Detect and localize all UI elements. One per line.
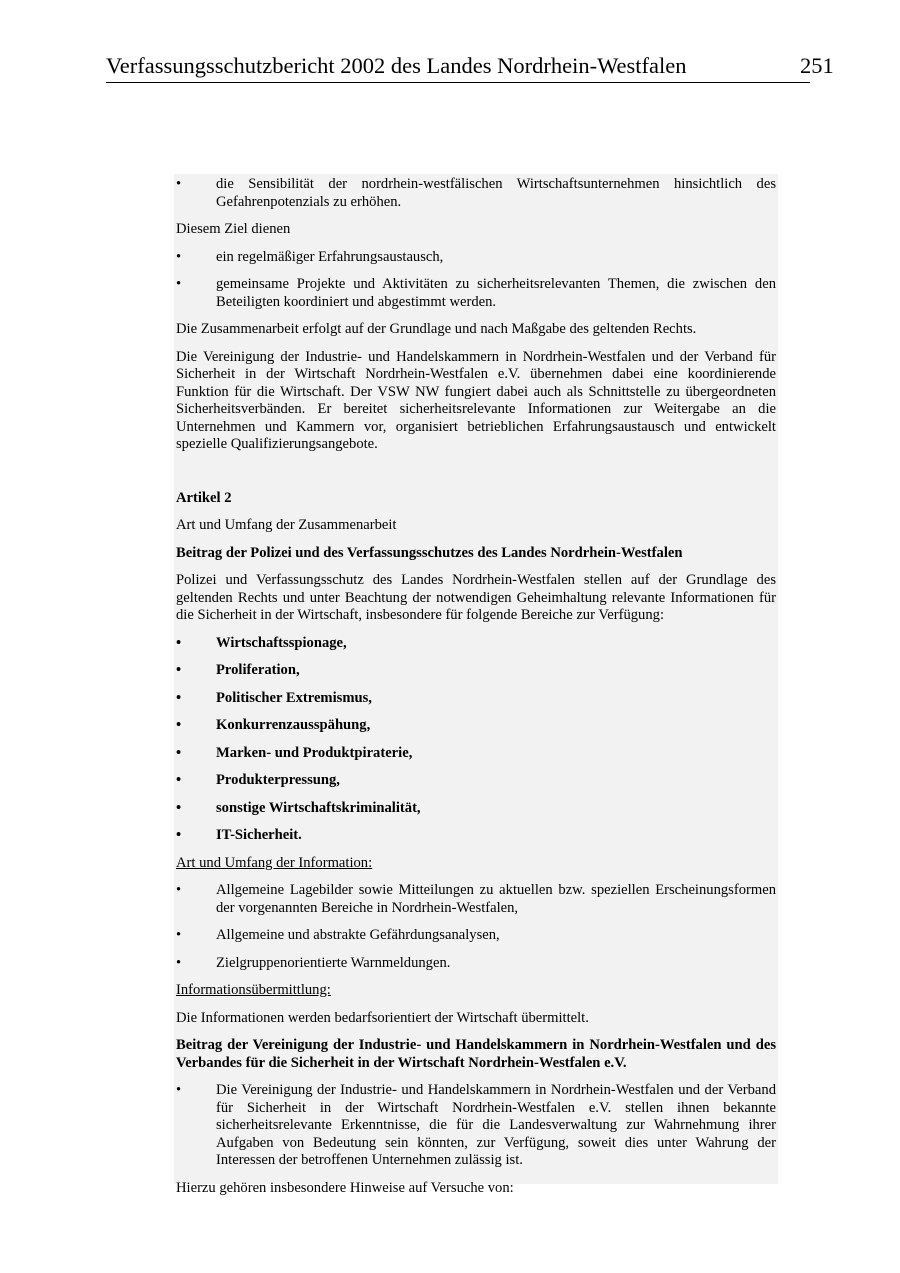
list-item	[176, 927, 776, 945]
zusammenarbeit-paragraph: Die Zusammenarbeit erfolgt auf der Grundlage und nach Maßgabe des geltenden Rechts.	[176, 321, 697, 337]
bullet-marker: •	[176, 689, 182, 706]
content-block	[174, 174, 778, 1196]
list-item-text: ein regelmäßiger Erfahrungsaustausch,	[216, 248, 444, 265]
vereinigung-paragraph: Die Vereinigung der Industrie- und Handelskammern in Nordrhein-Westfalen und der Verband für Sicherheit in der Wirtschaft Nordrhein-Westfalen e.V. übernehmen dabei eine koordinierende Funktion für die Wirtschaft. Der VSW NW fungiert dabei auch als Schnittstelle zu übergeordneten Sicherheitsverbänden. Er bereitet sicherheitsrelevante Informationen zur Weitergabe an die Unternehmen und Kammern vor, organisiert betrieblichen Erfahrungsaustausch und entwickelt spezielle Qualifizierungsangebote.	[176, 348, 776, 452]
list-item	[176, 1082, 776, 1170]
list-item-text: Proliferation,	[216, 662, 300, 678]
bullet-marker: •	[176, 634, 182, 651]
beitrag-polizei-paragraph: Polizei und Verfassungsschutz des Landes Nordrhein-Westfalen stellen auf der Grundlage des geltenden Rechts und unter Beachtung der notwendigen Geheimhaltung relevante Informationen für die Sicherheit in der Wirtschaft, insbesondere für folgende Bereiche zur Verfügung:	[176, 572, 776, 623]
list-item	[176, 745, 776, 763]
list-item	[176, 249, 776, 267]
bullet-marker: •	[176, 248, 182, 265]
bullet-marker: •	[176, 717, 182, 733]
uebermittlung-heading: Informationsübermittlung:	[176, 982, 331, 998]
list-item	[176, 690, 776, 708]
list-item	[176, 772, 776, 790]
page-number: 251	[800, 53, 834, 78]
bullet-marker: •	[176, 827, 182, 843]
list-item	[176, 176, 776, 211]
list-item-text: Wirtschaftsspionage,	[216, 634, 347, 651]
uebermittlung-paragraph: Die Informationen werden bedarfsorientiert der Wirtschaft übermittelt.	[176, 1009, 589, 1026]
list-item	[176, 635, 776, 653]
artikel-subheading: Art und Umfang der Zusammenarbeit	[176, 517, 397, 533]
list-item-text: Allgemeine Lagebilder sowie Mitteilungen zu aktuellen bzw. speziellen Erscheinungsformen der vorgenannten Bereiche in Nordrhein-Westfalen,	[216, 882, 776, 916]
art-umfang-info-heading: Art und Umfang der Information:	[176, 854, 373, 871]
page-header	[106, 52, 834, 83]
list-item	[176, 955, 776, 973]
bullet-marker: •	[176, 1082, 182, 1098]
bullet-marker: •	[176, 772, 182, 788]
list-item-text: gemeinsame Projekte und Aktivitäten zu sicherheitsrelevanten Themen, die zwischen den Beteiligten koordiniert und abgestimmt werden.	[216, 276, 776, 310]
list-item	[176, 662, 776, 680]
list-item-text: Politischer Extremismus,	[216, 689, 372, 706]
list-item-text: Die Vereinigung der Industrie- und Handelskammern in Nordrhein-Westfalen und der Verband für Sicherheit in der Wirtschaft Nordrhein-Westfalen e.V. stellen ihnen bekannte sicherheitsrelevante Erkenntnisse, die für die Landesverwaltung zur Wahrnehmung ihrer Aufgaben von Bedeutung sein könnten, zur Verfügung, soweit dies unter Wahrung der Interessen der betroffenen Unternehmen zulässig ist.	[216, 1082, 776, 1168]
bullet-marker: •	[176, 927, 182, 943]
list-item-text: die Sensibilität der nordrhein-westfälischen Wirtschaftsunternehmen hinsichtlich des Gefahrenpotenzials zu erhöhen.	[216, 176, 776, 210]
list-item-text: Zielgruppenorientierte Warnmeldungen.	[216, 954, 451, 971]
list-item-text: Produkterpressung,	[216, 772, 340, 788]
artikel-heading: Artikel 2	[176, 489, 232, 506]
list-item	[176, 882, 776, 917]
list-item-text: Konkurrenzausspähung,	[216, 717, 371, 733]
beitrag-vereinigung-heading: Beitrag der Vereinigung der Industrie- und Handelskammern in Nordrhein-Westfalen und des Verbandes für die Sicherheit in der Wirtschaft Nordrhein-Westfalen e.V.	[176, 1037, 776, 1071]
bullet-marker: •	[176, 176, 182, 192]
list-item-text: Allgemeine und abstrakte Gefährdungsanalysen,	[216, 927, 500, 943]
bullet-marker: •	[176, 276, 182, 292]
report-title: Verfassungsschutzbericht 2002 des Landes Nordrhein-Westfalen	[106, 53, 687, 78]
list-item	[176, 276, 776, 311]
list-item	[176, 717, 776, 735]
beitrag-polizei-heading: Beitrag der Polizei und des Verfassungsschutzes des Landes Nordrhein-Westfalen	[176, 544, 683, 561]
list-item-text: Marken- und Produktpiraterie,	[216, 744, 413, 761]
list-item-text: sonstige Wirtschaftskriminalität,	[216, 799, 421, 816]
bullet-marker: •	[176, 744, 182, 761]
bullet-marker: •	[176, 954, 182, 971]
list-item	[176, 800, 776, 818]
bullet-marker: •	[176, 662, 182, 678]
bullet-marker: •	[176, 882, 182, 898]
hierzu-paragraph: Hierzu gehören insbesondere Hinweise auf Versuche von:	[176, 1179, 514, 1196]
ziel-intro: Diesem Ziel dienen	[176, 221, 291, 237]
list-item-text: IT-Sicherheit.	[216, 827, 302, 843]
list-item	[176, 827, 776, 845]
spacer	[176, 464, 776, 490]
bullet-marker: •	[176, 799, 182, 816]
